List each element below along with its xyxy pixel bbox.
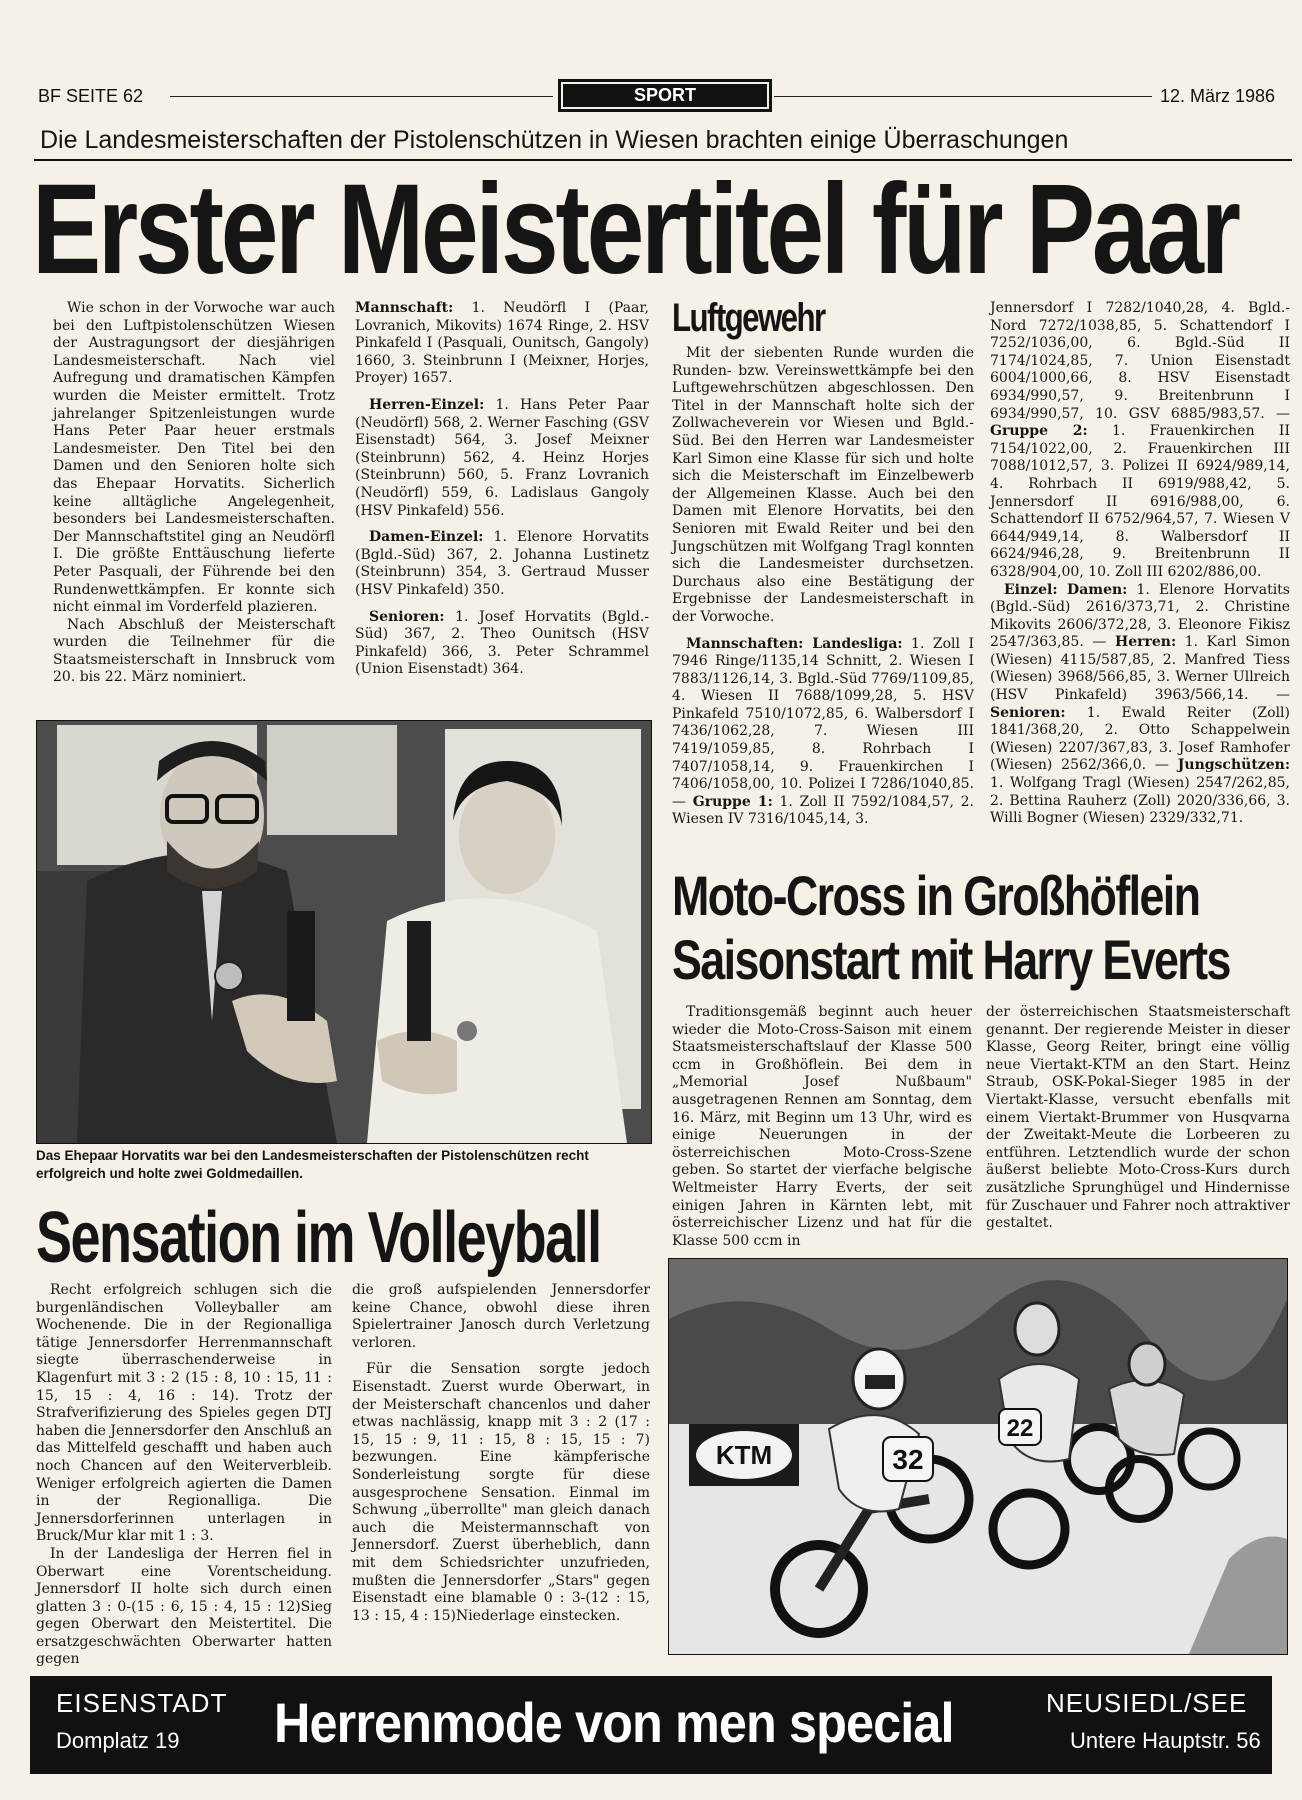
header-rule-right xyxy=(774,96,1152,97)
result-block xyxy=(355,300,649,388)
paragraph: Mit der siebenten Runde wurden die Runden- bzw. Vereinswettkämpfe bei den Luftgewehrschützen abgeschlossen. Den Titel in der Mannschaft holte sich der Zollwacheverein vor Wiesen und Bgld.-Süd. Bei den Herren war Landesmeister Karl Simon eine Klasse für sich und holte sich die Meisterschaft im Einzelbewerb der Allgemeinen Klasse. Auch bei den Damen mit Elenore Horvatits, bei den Senioren mit Ewald Reiter und bei den Jungschützen mit Wolfgang Tragl konnten sich die Landesmeister durchsetzen. Durchaus also eine Bestätigung der Ergebnisse der Landesmeisterschaft in der Vorwoche. xyxy=(672,345,974,625)
luftgewehr-col4 xyxy=(990,300,1290,828)
herren-label: Herren: xyxy=(1114,634,1177,651)
jung-text: 1. Wolfgang Tragl (Wiesen) 2547/262,85, 2. Bettina Rauherz (Zoll) 2020/336,66, 3. Willi Bogner (Wiesen) 2329/332,71. xyxy=(990,775,1290,827)
volleyball-col-b xyxy=(352,1282,650,1625)
jung-label: Jungschützen: xyxy=(1177,757,1290,774)
motocross-headline-2: Saisonstart mit Harry Everts xyxy=(672,928,1230,991)
volleyball-headline: Sensation im Volleyball xyxy=(36,1198,601,1278)
ad-banner xyxy=(30,1676,1272,1774)
results-label: Mannschaften: Landesliga: xyxy=(686,635,903,652)
bike-number-32: 32 xyxy=(892,1444,924,1475)
gruppe1-label: Gruppe 1: xyxy=(692,793,773,810)
ad-right-address: Untere Hauptstr. 56 xyxy=(1070,1728,1261,1753)
paragraph: der österreichischen Staatsmeisterschaft genannt. Der regierende Meister in dieser Klasse, Georg Reiter, bringt eine völlig neue Viertakt-KTM an den Start. Heinz Straub, OSK-Pokal-Sieger 1985 in der Viertakt-Klasse, versucht ebenfalls mit einem Viertakt-Brummer von Husqvarna der Zweitakt-Meute die Lorbeeren zu entführen. Letztendlich wurde der schon äußerst beliebte Moto-Cross-Kurs durch zusätzliche Sprunghügel und Hindernisse für Zuschauer und Fahrer noch attraktiver gestaltet. xyxy=(986,1004,1290,1232)
result-text: 1. Neudörfl I (Paar, Lovranich, Mikovits) 1674 Ringe, 2. HSV Pinkafeld I (Pasquali, Ounitsch, Gangoly) 1660, 3. Steinbrunn I (Meixner, Horjes, Proyer) 1657. xyxy=(355,300,649,387)
paragraph: In der Landesliga der Herren fiel in Oberwart eine Vorentscheidung. Jennersdorf II holte sich durch einen glatten 3 : 0-(15 : 6, 15 : 4, 15 : 12)Sieg gegen Oberwart den Meistertitel. Die ersatzgeschwächten Oberwarter hatten gegen xyxy=(36,1545,332,1668)
result-text: 1. Elenore Horvatits (Bgld.-Süd) 367, 2. Johanna Lustinetz (Steinbrunn) 354, 3. Gertraud Musser (HSV Pinkafeld) 350. xyxy=(355,529,649,598)
paragraph: die groß aufspielenden Jennersdorfer keine Chance, obwohl diese ihren Spielertrainer Janosch durch Verletzung verloren. xyxy=(352,1282,650,1351)
gruppe1-text: 1. Zoll II 7592/1084,57, 2. Wiesen IV 7316/1045,14, 3. xyxy=(672,793,975,828)
gruppe2-label: Gruppe 2: xyxy=(990,423,1088,440)
ad-left-address: Domplatz 19 xyxy=(56,1728,180,1753)
paragraph: Für die Sensation sorgte jedoch Eisenstadt. Zuerst wurde Oberwart, in der Meisterschaft chancenlos und daher etwas nachlässig, knapp mit 3 : 2 (17 : 15, 15 : 9, 11 : 15, 8 : 15, 15 : 7) bezwungen. Eine kämpferische Sonderleistung sorgte für diese ausgesprochene Sensation. Einmal im Schwung „überrollte" man gleich danach auch die Meistermannschaft von Jennersdorf. Zuerst überheblich, dann mit dem Schiedsrichter unzufrieden, mußten die Jennersdorfer „Stars" gegen Eisenstadt eine blamable 0 : 3-(12 : 15, 13 : 15, 4 : 15)Niederlage einstecken. xyxy=(352,1361,650,1624)
motocross-headline-1: Moto-Cross in Großhöflein xyxy=(672,864,1200,927)
bike-number-22: 22 xyxy=(1006,1415,1034,1442)
ktm-banner xyxy=(689,1424,799,1486)
result-block xyxy=(355,529,649,599)
horvatits-photo xyxy=(36,720,652,1144)
photo-caption: Das Ehepaar Horvatits war bei den Landesmeisterschaften der Pistolenschützen recht erfolgreich und holte zwei Goldmedaillen. xyxy=(36,1148,589,1181)
paragraph: Traditionsgemäß beginnt auch heuer wieder die Moto-Cross-Saison mit einem Staatsmeisterschaftslauf der Klasse 500 ccm in Großhöflein. Bei dem in „Memorial Josef Nußbaum" ausgetragenen Rennen am Sonntag, dem 16. März, mit Beginn um 13 Uhr, wird es einige Neuerungen in der österreichischen Moto-Cross-Szene geben. So startet der vierfache belgische Weltmeister Harry Everts, der seit einigen Jahren in Kärnten lebt, mit österreichischer Lizenz und hat für die Klasse 500 ccm in xyxy=(672,1004,972,1249)
senioren-text: 1. Ewald Reiter (Zoll) 1841/368,20, 2. Otto Schappelwein (Wiesen) 2207/367,83, 3. Josef Ramhofer (Wiesen) 2562/366,0. — xyxy=(990,704,1290,774)
main-article-col2 xyxy=(355,300,649,679)
results-text: Jennersdorf I 7282/1040,28, 4. Bgld.-Nord 7272/1038,85, 5. Schattendorf I 7252/1036,00, 6. Bgld.-Süd II 7174/1024,85, 7. Union Eisenstadt 6004/1000,66, 8. HSV Eisenstadt 6934/990,57, 9. Breitenbrunn I 6934/990,57, 10. GSV 6885/983,57. — xyxy=(990,300,1290,422)
main-headline: Erster Meistertitel für Paar xyxy=(32,158,1238,301)
motocross-photo xyxy=(668,1258,1288,1655)
result-label: Damen-Einzel: xyxy=(369,529,484,546)
motocross-col-a xyxy=(672,1004,972,1250)
ktm-banner-text: KTM xyxy=(715,1440,773,1470)
paragraph: Wie schon in der Vorwoche war auch bei den Luftpistolenschützen Wiesen der Austragungsort der diesjährigen Landesmeisterschaft. Nach viel Aufregung und dramatischen Kämpfen wurden die Meister ermittelt. Trotz jahrelanger Spitzenleistungen wurde Hans Peter Paar heuer erstmals Landesmeister. Den Titel bei den Damen und den Senioren holte sich das Ehepaar Horvatits. Sicherlich keine alltägliche Angelegenheit, besonders bei Landesmeisterschaften. Der Mannschaftstitel ging an Neudörfl I. Die größte Enttäuschung lieferte Peter Pasquali, der Führende bei den Rundenwettkämpfen. Er konnte sich nicht einmal im Vorderfeld plazieren. xyxy=(53,300,335,616)
einzel-text: 1. Elenore Horvatits (Bgld.-Süd) 2616/373,71, 2. Christine Mikovits 2606/372,28, 3. Eleonore Fikisz 2547/363,85. — xyxy=(990,581,1290,651)
results-text: 1. Zoll I 7946 Ringe/1135,14 Schnitt, 2. Wiesen I 7883/1126,14, 3. Bgld.-Süd 7769/1109,85, 4. Wiesen II 7688/1099,28, 5. HSV Pinkafeld 7510/1072,85, 6. Walbersdorf I 7436/1062,28, 7. Wiesen III 7419/1059,85, 8. Rohrbach I 7407/1058,14, 9. Frauenkirchen I 7406/1058,00, 10. Polizei I 7286/1040,85. — xyxy=(672,635,974,810)
horvatits-photo-illustration xyxy=(37,721,651,1143)
result-block xyxy=(355,609,649,679)
gruppe2-text: 1. Frauenkirchen II 7154/1022,00, 2. Frauenkirchen III 7088/1012,57, 3. Polizei II 6924/989,14, 4. Rohrbach II 6919/988,42, 5. Jennersdorf II 6916/988,00, 6. Schattendorf II 6752/964,57, 7. Wiesen V 6644/949,14, 8. Walbersdorf II 6624/946,28, 9. Breitenbrunn II 6328/904,00, 10. Zoll III 6202/886,00. xyxy=(990,423,1290,580)
ad-brand: Herrenmode von men special xyxy=(274,1691,954,1754)
results-paragraph xyxy=(672,636,974,830)
result-text: 1. Josef Horvatits (Bgld.-Süd) 367, 2. Theo Ounitsch (HSV Pinkafeld) 366, 3. Peter Schrammel (Union Eisenstadt) 364. xyxy=(355,608,649,678)
senioren-label: Senioren: xyxy=(990,704,1066,721)
luftgewehr-headline: Luftgewehr xyxy=(672,296,825,340)
ad-left-city: EISENSTADT xyxy=(56,1688,228,1718)
article-kicker: Die Landesmeisterschaften der Pistolenschützen in Wiesen brachten einige Überraschungen xyxy=(40,126,1069,154)
result-text: 1. Hans Peter Paar (Neudörfl) 568, 2. Werner Fasching (GSV Eisenstadt) 564, 3. Josef Meixner (Steinbrunn) 562, 4. Heinz Horjes (Steinbrunn) 560, 5. Franz Lovranich (Neudörfl) 559, 6. Ladislaus Gangoly (HSV Pinkafeld) 556. xyxy=(355,396,649,519)
einzel-label: Einzel: Damen: xyxy=(1004,581,1128,598)
luftgewehr-col3 xyxy=(672,345,974,829)
einzel-paragraph xyxy=(990,582,1290,828)
herren-text: 1. Karl Simon (Wiesen) 4115/587,85, 2. Manfred Tiess (Wiesen) 3968/566,85, 3. Werner Ullreich (HSV Pinkafeld) 3963/566,14. — xyxy=(990,634,1290,704)
result-label: Senioren: xyxy=(369,608,445,625)
section-label: SPORT xyxy=(558,79,772,112)
result-label: Herren-Einzel: xyxy=(369,396,485,413)
paragraph: Recht erfolgreich schlugen sich die burgenländischen Volleyballer am Wochenende. Die in der Regionalliga tätige Jennersdorfer Herrenmannschaft siegte überraschenderweise in Klagenfurt mit 3 : 2 (15 : 8, 10 : 15, 11 : 15, 15 : 4, 16 : 14). Trotz der Strafverifizierung des Spieles gegen DTJ haben die Jennersdorfer den Anschluß an das Mittelfeld geschafft und haben auch noch Chancen auf den Weiterverbleib. Weniger erfolgreich agierten die Damen in der Regionalliga. Die Jennersdorferinnen unterlagen in Bruck/Mur klar mit 1 : 3. xyxy=(36,1282,332,1545)
paragraph: Nach Abschluß der Meisterschaft wurden die Teilnehmer für die Staatsmeisterschaft in Innsbruck vom 20. bis 22. März nominiert. xyxy=(53,616,335,686)
main-article-col1 xyxy=(53,300,335,687)
results-paragraph xyxy=(990,300,1290,582)
motocross-photo-illustration xyxy=(669,1259,1287,1654)
motocross-col-b xyxy=(986,1004,1290,1233)
issue-date: 12. März 1986 xyxy=(1160,86,1276,106)
header-rule-left xyxy=(170,96,553,97)
result-block xyxy=(355,397,649,520)
page-label: BF SEITE 62 xyxy=(38,86,144,106)
result-label: Mannschaft: xyxy=(355,300,454,316)
volleyball-col-a xyxy=(36,1282,332,1669)
ad-right-city: NEUSIEDL/SEE xyxy=(1046,1688,1248,1718)
